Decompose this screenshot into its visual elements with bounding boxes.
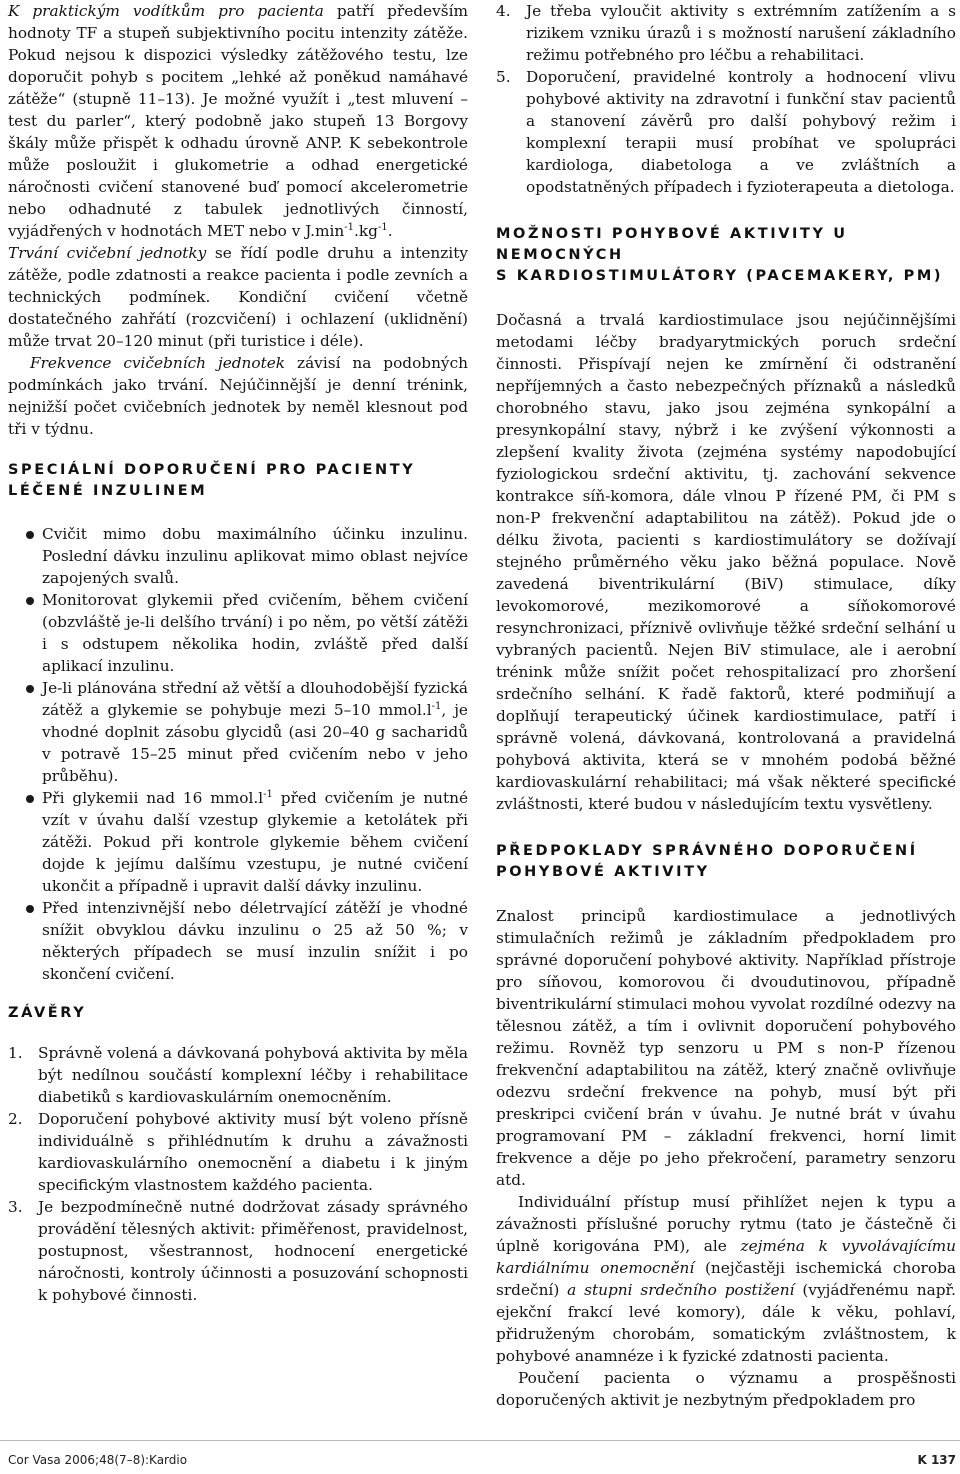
conclusions-list-continued	[496, 0, 956, 198]
list-item: Je-li plánována střední až větší a dlouhodobější fyzická zátěž a glykemie se pohybuje mezi 5–10 $mmol.l^{-1}$, je vhodné doplnit zásobu glycidů (asi 20–40 g sacharidů v potravě 15–25 minut před cvičením nebo v jeho průběhu).	[8, 677, 468, 787]
list-item: Monitorovat glykemii před cvičením, během cvičení (obzvláště je-li delšího trvání) i po něm, po větší zátěži i s odstupem několika hodin, zvláště před další aplikací inzulinu.	[8, 589, 468, 677]
list-item: 4. Je třeba vyloučit aktivity s extrémním zatížením a s rizikem vzniku úrazů i s možností narušení základního režimu potřebného pro léčbu a rehabilitaci.	[496, 2, 956, 64]
list-item: 2. Doporučení pohybové aktivity musí být voleno přísně individuálně s přihlédnutím k druhu a závažnosti kardiovaskulárního onemocnění a diabetu i k jiným specifickým vlastnostem každého pacienta.	[8, 1110, 468, 1194]
list-item: 5. Doporučení, pravidelné kontroly a hodnocení vlivu pohybové aktivity na zdravotní i funkční stav pacientů a stanovení závěrů pro další pohybový režim i komplexní terapii musí probíhat ve spolupráci kardiologa, diabetologa a ve zvláštních a opodstatněných případech i fyzioterapeuta a dietologa.	[496, 68, 956, 196]
paragraph-session-duration: Trvání cvičební jednotky se řídí podle druhu a intenzity zátěže, podle zdatnosti a reakce pacienta i podle zevních a technických podmínek. Kondiční cvičení včetně dostatečného zahřátí (rozcvičení) i ochlazení (uklidnění) může trvat 20–120 minut (při turistice i déle).	[8, 244, 468, 350]
bullet-icon	[26, 795, 34, 803]
conclusions-heading: ZÁVĚRY	[8, 1005, 87, 1021]
pacemaker-heading: MOŽNOSTI POHYBOVÉ AKTIVITY U NEMOCNÝCH S KARDIOSTIMULÁTORY (PACEMAKERY, PM)	[496, 226, 944, 284]
left-column	[8, 0, 468, 1306]
prerequisites-section	[496, 841, 956, 1411]
insulin-section	[8, 460, 468, 985]
footer-divider	[0, 1440, 960, 1441]
list-item: 1. Správně volená a dávkovaná pohybová aktivita by měla být nedílnou součástí komplexní léčby i rehabilitace diabetiků s kardiovaskulárním onemocněním.	[8, 1044, 468, 1106]
pacemaker-paragraph: Dočasná a trvalá kardiostimulace jsou nejúčinnějšími metodami léčby bradyarytmických poruch srdeční činnosti. Přispívají nejen ke zmírnění či odstranění nepříjemných a často nebezpečných příznaků a následků chorobného stavu, jako jsou zejména synkopální a presynkopální stavy, nýbrž i ke zvýšení výkonnosti a zlepšení kvality života (zejména systémy napodobující fyziologickou srdeční aktivitu, tj. zachování sekvence kontrakce síň-komora, dále vlnou P řízené PM, či PM s non-P frekvenční adaptabilitou na zátěž). Pokud jde o délku života, pacienti s kardiostimulátory se dožívají stejného průměrného věku jako běžná populace. Nově zavedená biventrikulární (BiV) stimulace, díky levokomorové, mezikomorové a síňokomorové resynchronizaci, příznivě ovlivňuje těžké srdeční selhání u vybraných pacientů. Nejen BiV stimulace, ale i aerobní trénink může snížit počet rehospitalizací pro zhoršení srdečního selhání. K řadě faktorů, které podmiňují a doplňují terapeutický účinek kardiostimulace, patří i správně volená, dávkovaná, kontrolovaná a pravidelná pohybová aktivita, která se v mnohém podobá běžné kardiovaskulární rehabilitaci; má však některé specifické zvláštnosti, které budou v následujícím textu vysvětleny.	[496, 311, 956, 813]
bullet-icon	[26, 531, 34, 539]
paragraph-practical-guides: K praktickým vodítkům pro pacienta patří především hodnoty TF a stupeň subjektivního pocitu intenzity zátěže. Pokud nejsou k dispozici výsledky zátěžového testu, lze doporučit pohyb s pocitem „lehké až poněkud namáhavé zátěže“ (stupně 11–13). Je možné využít i „test mluvení – test du parler“, který podobně jako stupeň 13 Borgovy škály může přispět k odhadu úrovně ANP. K sebekontrole může posloužit i glukometrie a odhad energetické náročnosti cvičení stanovené buď pomocí akcelerometrie nebo odhadnuté z tabulek jednotlivých činností, vyjádřených v hodnotách MET nebo v $J.\min^{-1}.kg^{-1}$.	[8, 2, 468, 240]
intro-section	[8, 0, 468, 440]
bullet-icon	[26, 905, 34, 913]
list-item: 3. Je bezpodmínečně nutné dodržovat zásady správného provádění tělesných aktivit: přiměřenost, pravidelnost, postupnost, všestrannost, hodnocení energetické náročnosti, kontroly účinnosti a posuzování schopnosti k pohybové činnosti.	[8, 1198, 468, 1304]
prerequisites-paragraph-1: Znalost principů kardiostimulace a jednotlivých stimulačních režimů je základním předpokladem pro správné doporučení pohybové aktivity. Například přístroje pro síňovou, komorovou či dvoudutinovou, případně biventrikulární stimulaci mohou vyvolat rozdílné odezvy na tělesnou zátěž, a tím i ovlivnit doporučení pohybového režimu. Rovněž typ senzoru u PM s non-P řízenou frekvenční adaptabilitou na zátěž, který značně ovlivňuje odezvu srdeční frekvence na pohyb, musí být při preskripci cvičení brán v úvahu. Je nutné brát v úvahu programovaní PM – základní frekvenci, horní limit frekvence a děje po jeho překročení, parametry senzoru atd.	[496, 907, 956, 1189]
list-item: Cvičit mimo dobu maximálního účinku inzulinu. Poslední dávku inzulinu aplikovat mimo oblast nejvíce zapojených svalů.	[8, 523, 468, 589]
page-number: K 137	[917, 1453, 956, 1467]
paragraph-session-frequency: Frekvence cvičebních jednotek závisí na podobných podmínkách jako trvání. Nejúčinnější je denní trénink, nejnižší počet cvičebních jednotek by neměl klesnout pod tři v týdnu.	[8, 354, 468, 438]
bullet-icon	[26, 685, 34, 693]
journal-citation: Cor Vasa 2006;48(7–8):Kardio	[8, 1453, 188, 1467]
insulin-bullet-list	[8, 523, 468, 985]
prerequisites-paragraph-3: Poučení pacienta o významu a prospěšnosti doporučených aktivit je nezbytným předpokladem pro	[496, 1369, 956, 1409]
prerequisites-paragraph-2: Individuální přístup musí přihlížet nejen k typu a závažnosti příslušné poruchy rytmu (tato je částečně či úplně korigována PM), ale zejména k vyvolávajícímu kardiálnímu onemocnění (nejčastěji ischemická choroba srdeční) a stupni srdečního postižení (vyjádřenému např. ejekční frakcí levé komory), dále k věku, pohlaví, přidruženým chorobám, somatickým zvláštnostem, k pohybové anamnéze i k fyzické zdatnosti pacienta.	[496, 1193, 956, 1365]
bullet-icon	[26, 597, 34, 605]
pacemaker-section	[496, 224, 956, 815]
insulin-heading: SPECIÁLNÍ DOPORUČENÍ PRO PACIENTY LÉČENÉ INZULINEM	[8, 462, 416, 499]
prerequisites-heading: PŘEDPOKLADY SPRÁVNÉHO DOPORUČENÍ POHYBOVÉ AKTIVITY	[496, 843, 918, 880]
conclusions-list	[8, 1042, 468, 1306]
right-column	[496, 0, 956, 1411]
list-item: Před intenzivnější nebo déletrvající zátěží je vhodné snížit obvyklou dávku inzulinu o 25 až 50 %; v některých případech se musí inzulin snížit i po skončení cvičení.	[8, 897, 468, 985]
page-footer	[0, 1440, 960, 1467]
list-item: Při glykemii nad 16 $mmol.l^{-1}$ před cvičením je nutné vzít v úvahu další vzestup glykemie a ketolátek při zátěži. Pokud při kontrole glykemie během cvičení dojde k jejímu dalšímu vzestupu, je nutné cvičení ukončit a případně i upravit další dávky inzulinu.	[8, 787, 468, 897]
conclusions-section	[8, 1003, 468, 1306]
